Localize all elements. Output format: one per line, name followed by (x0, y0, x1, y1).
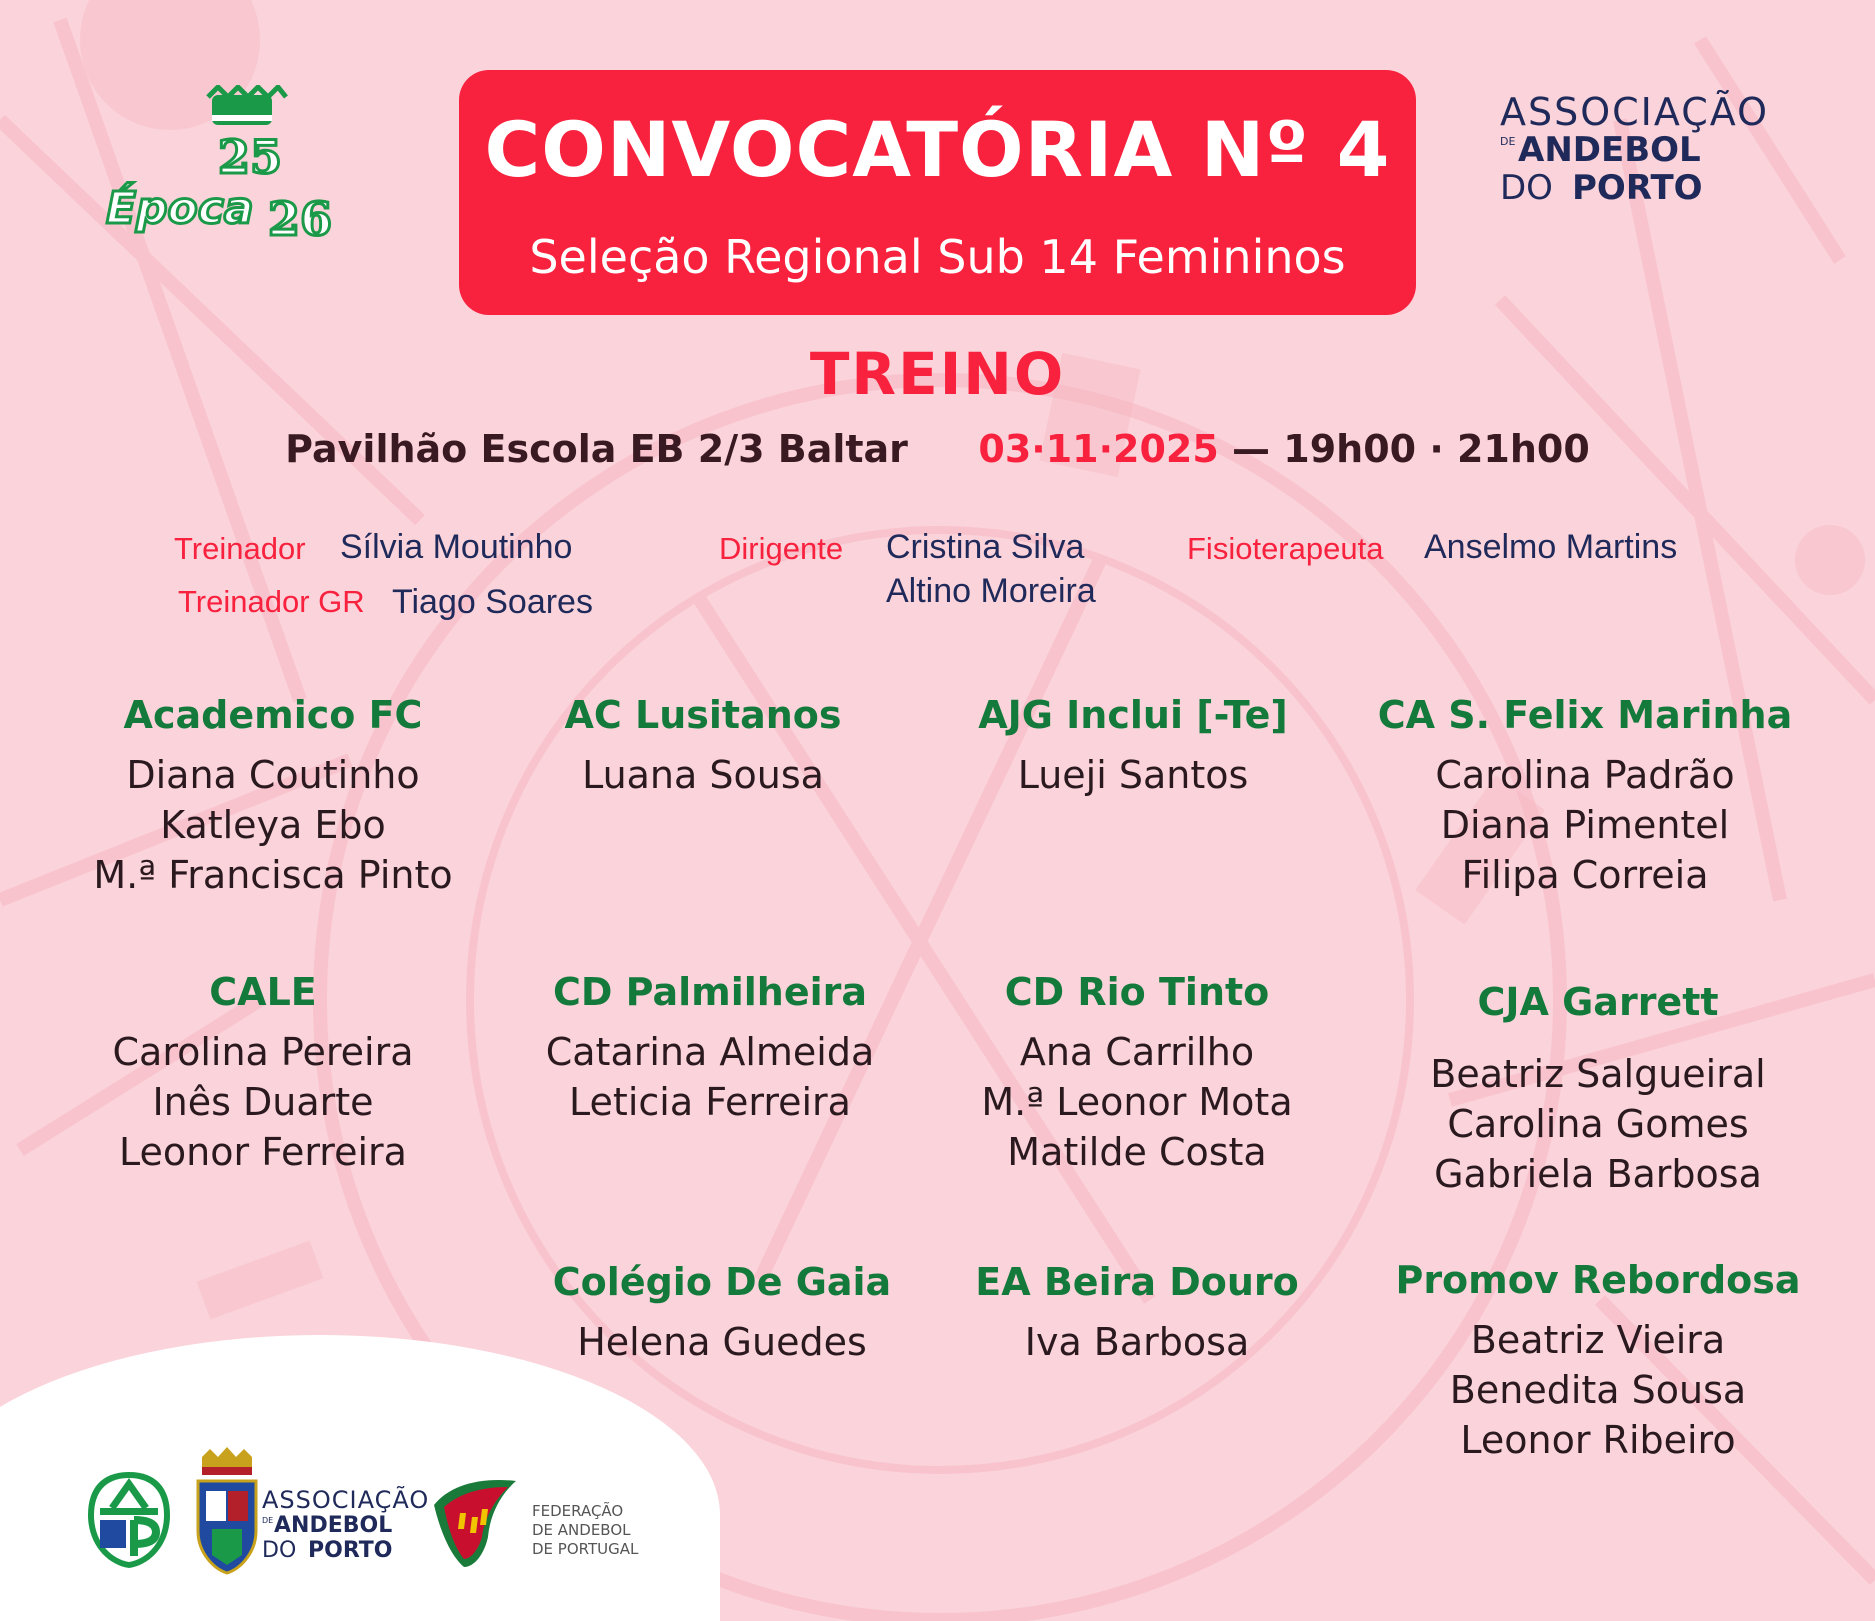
header-banner (459, 70, 1416, 315)
player-list (907, 1027, 1367, 1177)
club-card (473, 690, 933, 800)
player-name: Carolina Gomes (1447, 1102, 1749, 1146)
club-card (33, 967, 493, 1177)
club-name: CALE (209, 970, 317, 1014)
player-name: Carolina Padrão (1435, 753, 1735, 797)
player-name: M.ª Francisca Pinto (93, 853, 453, 897)
session-venue: Pavilhão Escola EB 2/3 Baltar (285, 427, 908, 471)
player-list (492, 1317, 952, 1367)
club-name: AC Lusitanos (564, 693, 842, 737)
club-name: Colégio De Gaia (552, 1260, 892, 1304)
player-name: Leonor Ferreira (119, 1130, 407, 1174)
player-name: Leonor Ribeiro (1460, 1418, 1736, 1462)
club-card (907, 967, 1367, 1177)
club-name: CJA Garrett (1477, 980, 1719, 1024)
epoca-year-top: 25 (218, 130, 283, 184)
player-name: Lueji Santos (1017, 753, 1249, 797)
player-name: Carolina Pereira (112, 1030, 414, 1074)
header-subtitle: Seleção Regional Sub 14 Femininos (529, 230, 1346, 284)
federation-logo-icon (430, 1475, 520, 1570)
player-list (1368, 1315, 1828, 1465)
staff-name-dirigente-1: Cristina Silva (886, 528, 1085, 566)
fap-shield-icon (86, 1470, 172, 1570)
player-name: Leticia Ferreira (569, 1080, 851, 1124)
staff-name-fisioterapeuta: Anselmo Martins (1424, 528, 1678, 566)
club-card (480, 967, 940, 1127)
player-list (43, 750, 503, 900)
player-list (907, 1317, 1367, 1367)
association-de: DE (1500, 135, 1516, 148)
session-time: — 19h00 · 21h00 (1232, 427, 1590, 471)
player-name: Diana Coutinho (126, 753, 420, 797)
club-card (1368, 1255, 1828, 1465)
player-name: Inês Duarte (152, 1080, 374, 1124)
staff-name-treinador-gr: Tiago Soares (392, 583, 593, 621)
association-line3a: DO (262, 1538, 297, 1563)
player-name: Diana Pimentel (1440, 803, 1730, 847)
association-line3b: PORTO (308, 1538, 393, 1563)
player-name: Beatriz Vieira (1470, 1318, 1726, 1362)
player-list (473, 750, 933, 800)
club-card (43, 690, 503, 900)
club-name: EA Beira Douro (975, 1260, 1299, 1304)
player-name: Benedita Sousa (1449, 1368, 1747, 1412)
player-list (1355, 750, 1815, 900)
player-name: Iva Barbosa (1024, 1320, 1250, 1364)
player-name: Catarina Almeida (545, 1030, 875, 1074)
club-name: CD Palmilheira (552, 970, 868, 1014)
club-name: Promov Rebordosa (1395, 1258, 1801, 1302)
federation-line3: DE PORTUGAL (532, 1540, 639, 1558)
player-name: Gabriela Barbosa (1434, 1152, 1762, 1196)
club-card (1355, 690, 1815, 900)
player-name: Helena Guedes (577, 1320, 867, 1364)
club-card (903, 690, 1363, 800)
association-de: DE (262, 1516, 274, 1525)
player-name: M.ª Leonor Mota (981, 1080, 1293, 1124)
association-line1: ASSOCIAÇÃO (1500, 90, 1769, 134)
session-type: TREINO (809, 340, 1066, 408)
association-logo-small (262, 1486, 442, 1566)
session-details (0, 427, 1875, 471)
club-card (1368, 977, 1828, 1199)
association-line1: ASSOCIAÇÃO (262, 1486, 430, 1514)
association-line2: ANDEBOL (274, 1513, 393, 1538)
staff-name-treinador: Sílvia Moutinho (340, 528, 573, 566)
player-name: Beatriz Salgueiral (1430, 1052, 1766, 1096)
player-name: Katleya Ebo (160, 803, 386, 847)
club-name: CD Rio Tinto (1004, 970, 1270, 1014)
federation-line2: DE ANDEBOL (532, 1521, 631, 1539)
epoca-label: Época (106, 183, 254, 234)
player-list (480, 1027, 940, 1127)
association-line3b: PORTO (1572, 168, 1703, 208)
session-date: 03·11·2025 (978, 427, 1219, 471)
staff-role-fisioterapeuta: Fisioterapeuta (1187, 531, 1384, 566)
club-name: CA S. Felix Marinha (1377, 693, 1793, 737)
staff-role-dirigente: Dirigente (719, 531, 844, 566)
club-name: AJG Inclui [-Te] (978, 693, 1288, 737)
federation-text (532, 1502, 638, 1559)
club-card (492, 1257, 952, 1367)
header-title: CONVOCATÓRIA Nº 4 (484, 105, 1391, 194)
federation-line1: FEDERAÇÃO (532, 1502, 624, 1520)
club-card (907, 1257, 1367, 1367)
staff-name-dirigente-2: Altino Moreira (886, 572, 1096, 610)
player-name: Luana Sousa (582, 753, 824, 797)
player-name: Filipa Correia (1461, 853, 1709, 897)
player-list (903, 750, 1363, 800)
player-name: Matilde Costa (1007, 1130, 1267, 1174)
player-list (1368, 1049, 1828, 1199)
player-name: Ana Carrilho (1019, 1030, 1255, 1074)
player-list (33, 1027, 493, 1177)
epoca-logo (100, 85, 360, 250)
epoca-year-bottom: 26 (268, 192, 333, 246)
club-name: Academico FC (123, 693, 423, 737)
association-line3a: DO (1500, 168, 1553, 208)
crest-icon (192, 1445, 262, 1575)
staff-role-treinador: Treinador (174, 531, 306, 566)
crown-icon (208, 87, 286, 125)
association-line2: ANDEBOL (1518, 130, 1701, 170)
staff-role-treinador-gr: Treinador GR (178, 584, 365, 619)
association-logo (1500, 90, 1800, 210)
